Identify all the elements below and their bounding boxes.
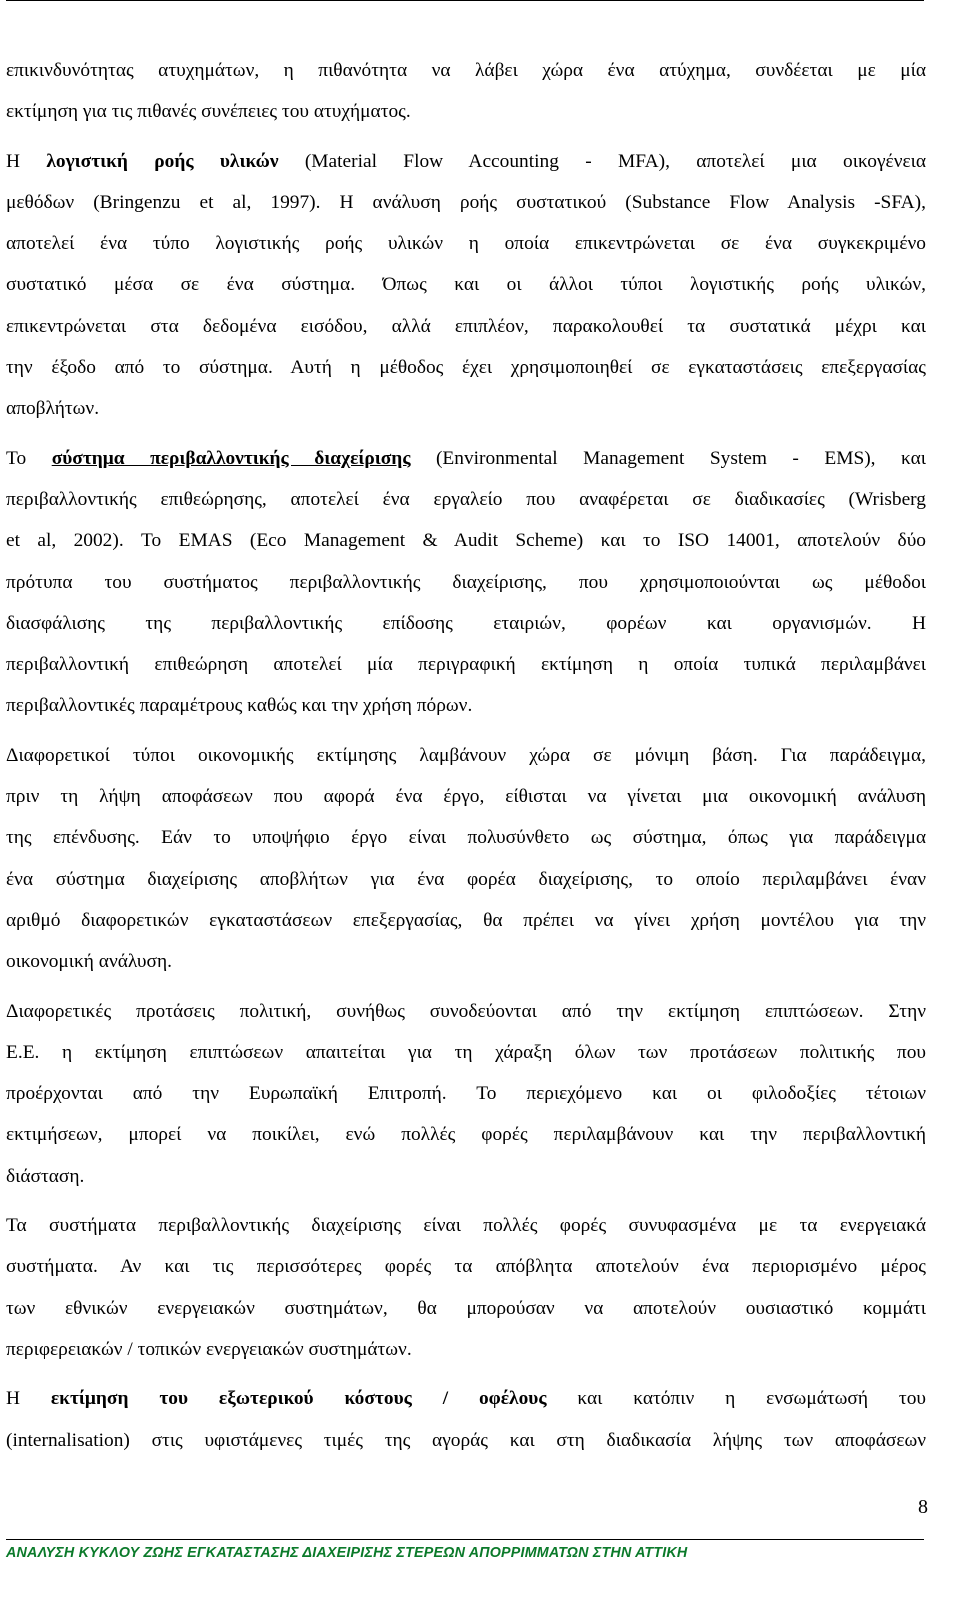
text-line: et al, 2002). Το EMAS (Eco Management & Audit Scheme) και το ISO 14001, αποτελούν δύο <box>6 530 926 552</box>
text-line: Διαφορετικοί τύποι οικονομικής εκτίμησης λαμβάνουν χώρα σε μόνιμη βάση. Για παράδειγμα, <box>6 744 926 766</box>
text-line: πριν τη λήψη αποφάσεων που αφορά ένα έργο, είθισται να γίνεται μια οικονομική ανάλυση <box>6 786 926 808</box>
text-line: Τα συστήματα περιβαλλοντικής διαχείρισης είναι πολλές φορές συνυφασμένα με τα ενεργειακά <box>6 1215 926 1237</box>
text-line: Ε.Ε. η εκτίμηση επιπτώσεων απαιτείται για τη χάραξη όλων των προτάσεων πολιτικής που <box>6 1041 926 1063</box>
text-line: Διαφορετικές προτάσεις πολιτική, συνήθως συνοδεύονται από την εκτίμηση επιπτώσεων. Στην <box>6 1000 926 1022</box>
page-number: 8 <box>918 1496 928 1518</box>
text-run: (Material Flow Accounting - MFA), αποτελεί μια οικογένεια <box>278 150 926 172</box>
body-text <box>6 50 926 1469</box>
paragraph-4 <box>6 735 926 983</box>
term-external-cost-benefit: εκτίμηση του εξωτερικού κόστους / οφέλους <box>50 1388 547 1410</box>
text-line: την έξοδο από το σύστημα. Αυτή η μέθοδος έχει χρησιμοποιηθεί σε εγκαταστάσεις επεξεργασίας <box>6 357 926 379</box>
text-line <box>6 1378 926 1419</box>
text-line: εκτίμηση για τις πιθανές συνέπειες του ατυχήματος. <box>6 101 411 123</box>
text-line: αριθμό διαφορετικών εγκαταστάσεων επεξεργασίας, θα πρέπει να γίνει χρήση μοντέλου για την <box>6 909 926 931</box>
text-line: διασφάλισης της περιβαλλοντικής επίδοσης εταιριών, φορέων και οργανισμών. Η <box>6 612 926 634</box>
text-line: περιβαλλοντικής επιθεώρησης, αποτελεί ένα εργαλείο που αναφέρεται σε διαδικασίες (Wrisberg <box>6 488 926 510</box>
text-run: Η <box>6 150 47 172</box>
text-run: και κατόπιν η ενσωμάτωσή του <box>546 1388 926 1410</box>
header-rule <box>6 0 924 1</box>
text-line: εκτιμήσεων, μπορεί να ποικίλει, ενώ πολλές φορές περιλαμβάνουν και την περιβαλλοντική <box>6 1124 926 1146</box>
text-run: (Environmental Management System - EMS), και <box>410 447 926 469</box>
paragraph-1 <box>6 50 926 133</box>
text-line: συστήματα. Αν και τις περισσότερες φορές τα απόβλητα αποτελούν ένα περιορισμένο μέρος <box>6 1256 926 1278</box>
text-line: περιβαλλοντικές παραμέτρους καθώς και την χρήση πόρων. <box>6 695 473 717</box>
text-run: Η <box>6 1388 51 1410</box>
footer-rule <box>6 1539 924 1540</box>
text-line: ένα σύστημα διαχείρισης αποβλήτων για ένα φορέα διαχείρισης, το οποίο περιλαμβάνει έναν <box>6 868 926 890</box>
text-line: της επένδυσης. Εάν το υποψήφιο έργο είναι πολυσύνθετο ως σύστημα, όπως για παράδειγμα <box>6 827 926 849</box>
text-line: (internalisation) στις υφιστάμενες τιμές της αγοράς και στη διαδικασία λήψης των αποφάσεων <box>6 1429 926 1451</box>
paragraph-3 <box>6 438 926 727</box>
term-material-flow-accounting: λογιστική ροής υλικών <box>46 150 279 172</box>
text-line: των εθνικών ενεργειακών συστημάτων, θα μπορούσαν να αποτελούν ουσιαστικό κομμάτι <box>6 1297 926 1319</box>
text-line: περιβαλλοντική επιθεώρηση αποτελεί μία περιγραφική εκτίμηση η οποία τυπικά περιλαμβάνει <box>6 654 926 676</box>
text-line: επικεντρώνεται στα δεδομένα εισόδου, αλλά επιπλέον, παρακολουθεί τα συστατικά μέχρι και <box>6 315 926 337</box>
text-line: οικονομική ανάλυση. <box>6 951 172 973</box>
paragraph-6 <box>6 1205 926 1370</box>
text-line <box>6 438 926 479</box>
text-line: μεθόδων (Bringenzu et al, 1997). Η ανάλυση ροής συστατικού (Substance Flow Analysis -SFA), <box>6 191 926 213</box>
text-line: προέρχονται από την Ευρωπαϊκή Επιτροπή. Το περιεχόμενο και οι φιλοδοξίες τέτοιων <box>6 1083 926 1105</box>
paragraph-7 <box>6 1378 926 1461</box>
paragraph-5 <box>6 991 926 1197</box>
text-line: αποτελεί ένα τύπο λογιστικής ροής υλικών η οποία επικεντρώνεται σε ένα συγκεκριμένο <box>6 233 926 255</box>
text-line <box>6 141 926 182</box>
text-run: Το <box>6 447 52 469</box>
text-line: πρότυπα του συστήματος περιβαλλοντικής διαχείρισης, που χρησιμοποιούνται ως μέθοδοι <box>6 571 926 593</box>
footer-title: ΑΝΑΛΥΣΗ ΚΥΚΛΟΥ ΖΩΗΣ ΕΓΚΑΤΑΣΤΑΣΗΣ ΔΙΑΧΕΙΡΙΣΗΣ ΣΤΕΡΕΩΝ ΑΠΟΡΡΙΜΜΑΤΩΝ ΣΤΗΝ ΑΤΤΙΚΗ <box>6 1545 688 1561</box>
text-line: διάσταση. <box>6 1165 85 1187</box>
text-line: περιφερειακών / τοπικών ενεργειακών συστημάτων. <box>6 1338 412 1360</box>
text-line: επικινδυνότητας ατυχημάτων, η πιθανότητα να λάβει χώρα ένα ατύχημα, συνδέεται με μία <box>6 60 926 81</box>
text-line: αποβλήτων. <box>6 398 100 420</box>
text-line: συστατικό μέσα σε ένα σύστημα. Όπως και οι άλλοι τύποι λογιστικής ροής υλικών, <box>6 274 926 296</box>
term-environmental-management-system: σύστημα περιβαλλοντικής διαχείρισης <box>51 447 411 469</box>
paragraph-2 <box>6 141 926 430</box>
